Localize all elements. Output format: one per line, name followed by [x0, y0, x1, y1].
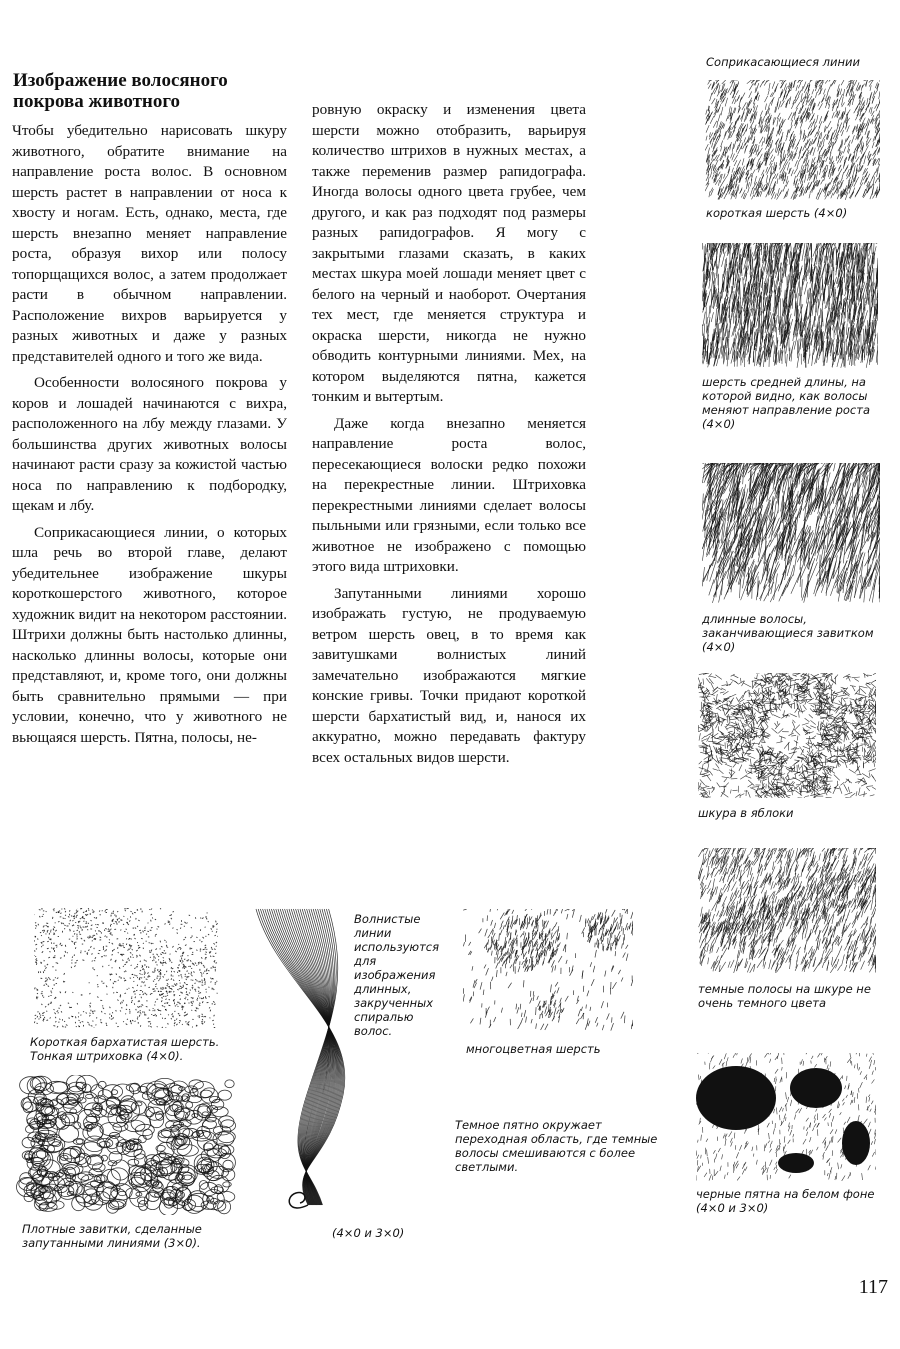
- dappled-swatch: [698, 673, 876, 798]
- paragraph: Особенности волосяного покрова у коров и лошадей начинаются с вихра, расположенного на лбу между глазами. У большинства других животных волосы начинают расти сразу за кожистой частью носа по направлению к подбородку, щекам и лбу.: [12, 374, 287, 514]
- curls-caption: Плотные завитки, сделанные запутанными линиями (3×0).: [22, 1222, 202, 1250]
- black-spots-caption: черные пятна на белом фоне (4×0 и 3×0): [696, 1187, 875, 1215]
- medium-hair-swatch: [702, 243, 878, 368]
- velvet-caption: Короткая бархатистая шерсть. Тонкая штриховка (4×0).: [30, 1035, 220, 1063]
- curls-swatch: [16, 1075, 240, 1215]
- black-spots-swatch: [696, 1053, 876, 1181]
- long-hair-caption: длинные волосы, заканчивающиеся завитком (4×0): [702, 612, 874, 654]
- text-column-2: [312, 100, 586, 774]
- short-hair-swatch: [705, 80, 880, 200]
- paragraph: Соприкасающиеся линии, о которых шла речь во второй главе, делают убедительнее изображение шкуры короткошерстого животного, которое художник видит на некотором расстоянии. Штрихи должны быть настолько длинны, насколько длинны волосы, которые они представляют, и, кроме того, они должны быть сравнительно прямыми — при условии, конечно, что у животного не вьющаяся шерсть. Пятна, полосы, не-: [12, 523, 287, 746]
- page-number: 117: [858, 1276, 888, 1298]
- medium-hair-caption: шерсть средней длины, на которой видно, как волосы меняют направление роста (4×0): [702, 375, 870, 431]
- multicolor-caption: многоцветная шерсть: [466, 1042, 601, 1056]
- wavy-size-caption: (4×0 и 3×0): [332, 1226, 405, 1240]
- multicolor-swatch: [463, 909, 633, 1031]
- article-title: Изображение волосяного покрова животного: [13, 70, 228, 112]
- text-column-1: [12, 121, 287, 754]
- paragraph: Чтобы убедительно нарисовать шкуру животного, обратите внимание на направление роста волос. В основном шерсть растет в направлении от носа к хвосту и ногам. Есть, однако, места, где шерсть внезапно меняет направление роста, образуя вихор или полосу топорщащихся волос, а затем продолжает расти в обычном направлении. Расположение вихров варьируется у разных животных и даже у разных представителей одного и того же вида.: [12, 122, 287, 365]
- velvet-swatch: [34, 908, 218, 1028]
- paragraph: Запутанными линиями хорошо изображать густую, не продуваемую ветром шерсть овец, в то время как завитушками волнистых линий замечательно изображаются мягкие конские гривы. Точки придают короткой шерсти бархатистый вид, и, нанося их аккуратно, можно передавать фактуру всех остальных видов шерсти.: [312, 584, 586, 766]
- dark-stripes-caption: темные полосы на шкуре не очень темного цвета: [698, 982, 871, 1010]
- dappled-caption: шкура в яблоки: [698, 806, 794, 820]
- paragraph: Даже когда внезапно меняется направление роста волос, пересекающиеся волоски редко похожи на перекрестные линии. Штриховка перекрестными линиями сделает волосы пыльными или грязными, если только все животное не изображено с помощью этого вида штриховки.: [312, 414, 586, 575]
- short-hair-caption: короткая шерсть (4×0): [706, 206, 848, 220]
- paragraph: ровную окраску и изменения цвета шерсти можно отобразить, варьируя количество штрихов в нужных местах, а также переменив размер рапидографа. Иногда волосы одного цвета грубее, чем другого, и как раз подходят под размеры разных рапидографов. Я могу с закрытыми глазами сказать, в каких местах шкура моей лошади меняет цвет с белого на черный и наоборот. Очертания тех мест, где меняется структура и окраска шерсти, никогда не нужно обводить контурными линиями. Мех, на котором выделяются пятна, кажется тонким и вытертым.: [312, 101, 586, 405]
- wavy-caption: Волнистые линии используются для изображения длинных, закрученных спиралью волос.: [354, 912, 440, 1038]
- dark-spot-caption: Темное пятно окружает переходная область, где темные волосы смешиваются с более светлыми.: [455, 1118, 658, 1174]
- long-hair-swatch: [702, 463, 880, 603]
- dark-stripes-swatch: [698, 848, 876, 973]
- right-column-header: Соприкасающиеся линии: [706, 55, 860, 69]
